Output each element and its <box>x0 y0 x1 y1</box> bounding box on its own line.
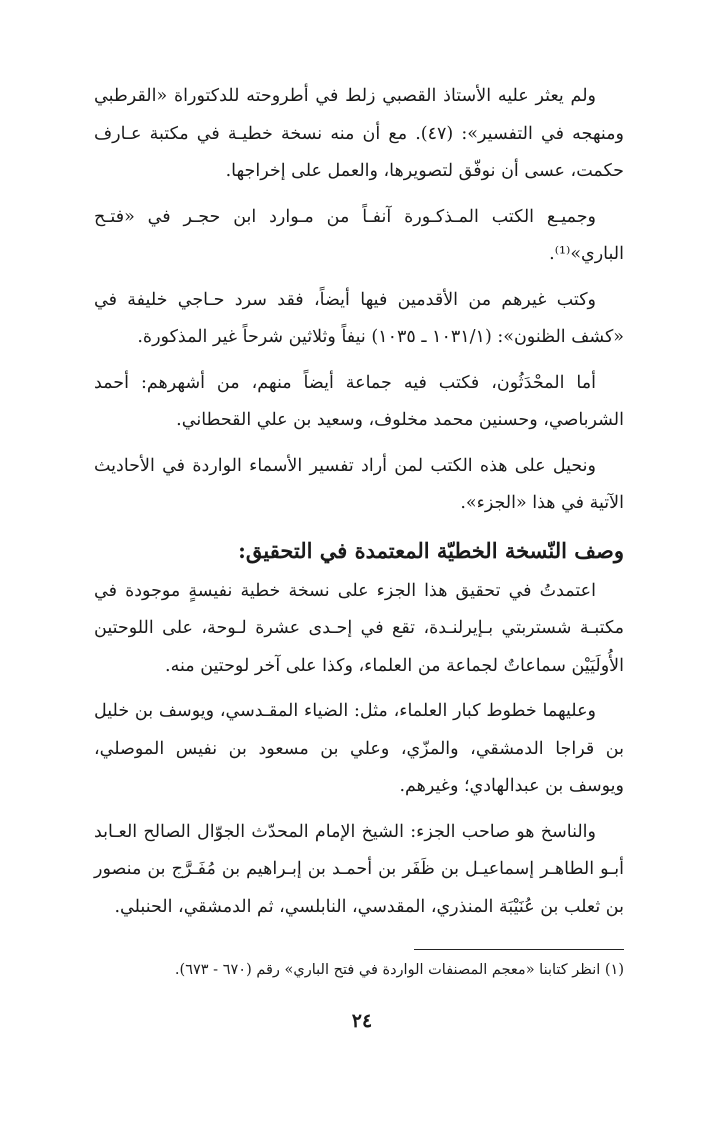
paragraph: والناسخ هو صاحب الجزء: الشيخ الإمام المحدّث الجوّال الصالح العـابد أبـو الطاهـر إسماعيـل بن ظَفَر بن أحمـد بن إبـراهيم بن مُفَـرَّج بن منصور بن ثعلب بن عُنَيْبَة المنذري، المقدسي، النابلسي، ثم الدمشقي، الحنبلي. <box>94 821 624 917</box>
section-heading: وصف النّسخة الخطيّة المعتمدة في التحقيق: <box>238 537 624 563</box>
paragraph: ونحيل على هذه الكتب لمن أراد تفسير الأسماء الواردة في الأحاديث الآتية في هذا «الجزء». <box>94 455 624 513</box>
footnote: (١) انظر كتابنا «معجم المصنفات الواردة في فتح الباري» رقم (٦٧٠ - ٦٧٣). <box>174 962 624 978</box>
paragraph: ولم يعثر عليه الأستاذ القصبي زلط في أطروحته للدكتوراة «القرطبي ومنهجه في التفسير»: (٤٧). مع أن منه نسخة خطيـة في مكتبة عـارف حكمت، عسى أن نوفّق لتصويرها، والعمل على إخراجها. <box>94 86 624 181</box>
paragraph: اعتمدتُ في تحقيق هذا الجزء على نسخة خطية نفيسةٍ موجودة في مكتبـة شستربتي بـإيرلنـدة، تقع في إحـدى عشرة لـوحة، على اللوحتين الأُولَيَيْن سماعاتٌ لجماعة من العلماء، وكذا على آخر لوحتين منه. <box>94 580 624 676</box>
page-number: ٢٤ <box>351 1010 373 1032</box>
paragraph: وجميـع الكتب المـذكـورة آنفـاً من مـوارد ابن حجـر في «فتـح الباري»⁽¹⁾. <box>94 206 624 264</box>
paragraph: أما المحْدَثُون، فكتب فيه جماعة أيضاً منهم، من أشهرهم: أحمد الشرباصي، وحسنين محمد مخلوف، وسعيد بن علي القحطاني. <box>94 372 624 430</box>
paragraph: وكتب غيرهم من الأقدمين فيها أيضاً، فقد سرد حـاجي خليفة في «كشف الظنون»: (١٠٣١/١ ـ ١٠٣٥) نيفاً وثلاثين شرحاً غير المذكورة. <box>94 289 624 347</box>
footnote-divider <box>414 949 624 950</box>
paragraph: وعليهما خطوط كبار العلماء، مثل: الضياء المقـدسي، ويوسف بن خليل بن قراجا الدمشقي، والمزّي، وعلي بن مسعود بن نفيس الموصلي، ويوسف بن عبدالهادي؛ وغيرهم. <box>94 701 624 796</box>
page-body <box>94 78 624 934</box>
